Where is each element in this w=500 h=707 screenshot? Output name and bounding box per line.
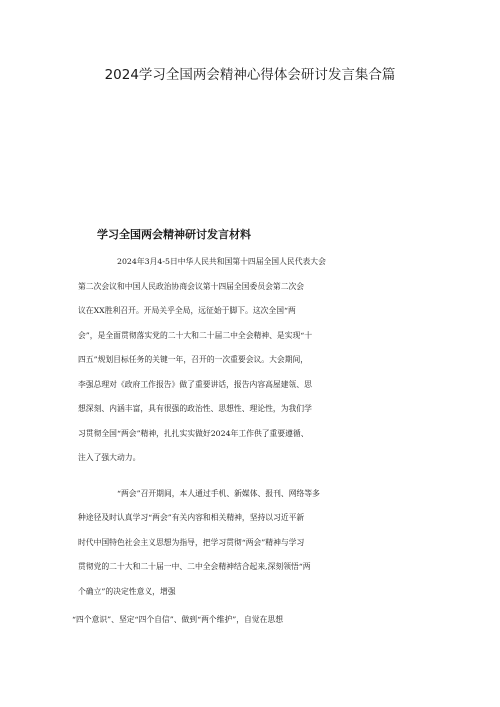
paragraph-line: “两会”召开期间，本人通过手机、新媒体、报刊、网络等多	[117, 489, 320, 498]
paragraph-line: 四五”规划目标任务的关键一年，召开的一次重要会议。大会期间，	[78, 355, 309, 364]
paragraph-line: 会”，是全面贯彻落实党的二十大和二十届二中全会精神、是实现“十	[78, 331, 313, 340]
document-title: 2024学习全国两会精神心得体会研讨发言集合篇	[104, 67, 396, 83]
paragraph-line: 贯彻党的二十大和二十届一中、二中全会精神结合起来,深刻领悟“两	[78, 562, 311, 571]
paragraph-line: 2024年3月4-5日中华人民共和国第十四届全国人民代表大会	[117, 257, 326, 266]
paragraph-line: 想深刻、内涵丰富，具有很强的政治性、思想性、理论性，为我们学	[78, 404, 312, 413]
paragraph-line: 时代中国特色社会主义思想为指导，把学习贯彻“两会”精神与学习	[78, 538, 305, 547]
paragraph-line: 习贯彻全国“两会”精神，扎扎实实做好2024年工作供了重要遵循、	[78, 429, 309, 438]
paragraph-line: 第二次会议和中国人民政治协商会议第十四届全国委员会第二次会	[78, 282, 305, 291]
paragraph-line: “四个意识”、坚定“四个自信”、做到“两个维护”，自觉在思想	[72, 615, 284, 624]
paragraph-line: 李强总理对《政府工作报告》做了重要讲话，报告内容高屋建瓴、思	[78, 380, 312, 389]
paragraph-line: 个确立”的决定性意义，增强	[78, 587, 176, 596]
paragraph-line: 种途径及时认真学习“两会”有关内容和相关精神，坚持以习近平新	[78, 513, 305, 522]
paragraph-line: 注入了强大动力。	[78, 453, 141, 462]
paragraph-line: 议在XX胜利召开。开局关乎全局，远征始于脚下。这次全国“两	[78, 306, 296, 315]
section-heading: 学习全国两会精神研讨发言材料	[97, 228, 251, 241]
